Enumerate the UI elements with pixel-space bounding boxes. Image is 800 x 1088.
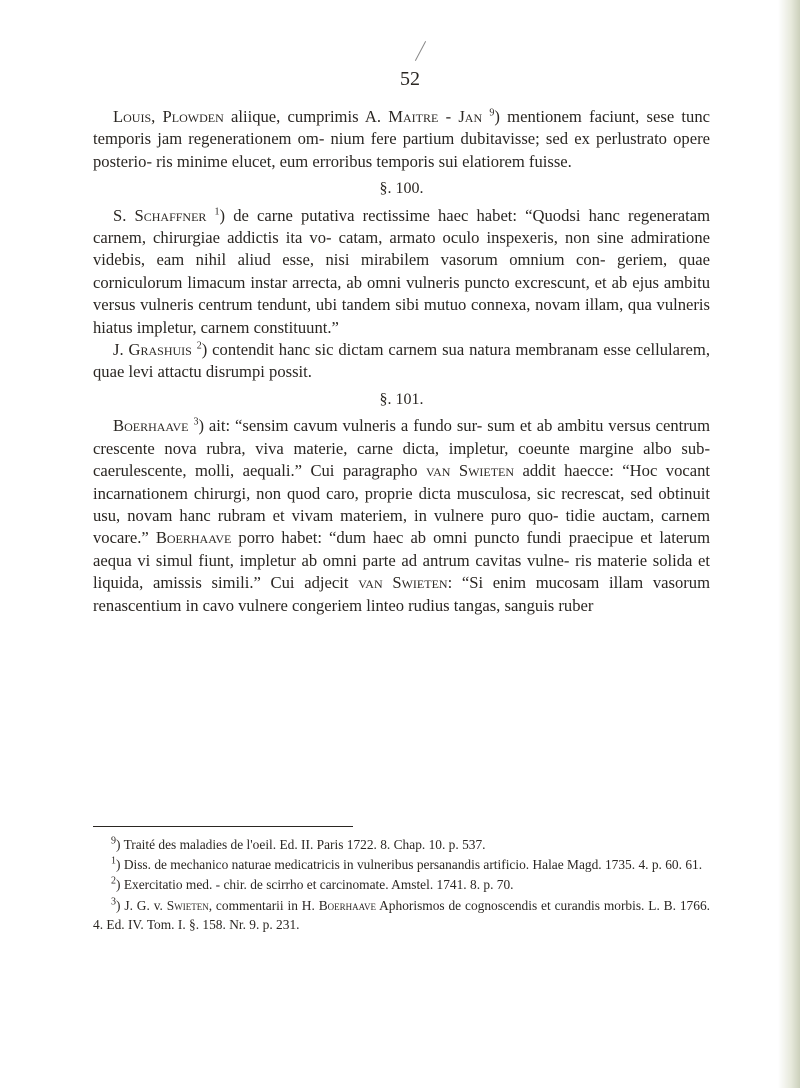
pencil-mark [415,41,426,61]
footnote: $^9$) Traité des maladies de l'oeil. Ed. II. Paris 1722. 8. Chap. 10. p. 537. [111,835,486,852]
author-name: van Swieten [425,461,515,481]
text-run: ait: “sensim cavum vulneris a fundo sur- sum et ab ambitu versus centrum crescente nova rubra, viva materie, carne dicta, impletur, coeunte margine albo sub- caerulescente, molli, aequali.” Cui paragrapho [93,416,710,481]
paragraph-1: Louis, Plowden aliique, cumprimis A. Maitre - Jan $^9$) mentionem faciunt, sese tunc temporis jam regenerationem om- nium fere partium dubitavisse; sed ex perlustrato opere posterio- ris minime elucet, eum erroribus temporis sui elatiorem fuisse. [93,107,710,171]
author-name: Louis [113,107,152,126]
footnote: $^3$) J. G. v. Swieten, commentarii in H. Boerhaave Aphorismos de cognoscendis et curandis morbis. L. B. 1766. 4. Ed. IV. Tom. I. §. 158. Nr. 9. p. 231. [93,896,710,932]
author-name: Boerhaave [318,897,376,913]
page-number: 52 [400,68,420,90]
author-name: Maitre - Jan [388,107,483,126]
text-run: aliique, cumprimis A. [223,107,389,126]
paragraph-4: Boerhaave $^3$) ait: “sensim cavum vulneris a fundo sur- sum et ab ambitu versus centrum crescente nova rubra, viva materie, carne dicta, impletur, coeunte margine albo sub- caerulescente, molli, aequali.” Cui paragrapho van Swieten addit haecce: “Hoc vocant incarnationem chirurgi, non quod caro, proprie dicta musculosa, sic recrescat, sed obtinuit usu, novam hanc rubram et vivam materiem, in vulnere puro quo- tidie auctam, carnem vocare.” Boerhaave porro habet: “dum haec ab omni puncto fundi praecipue et laterum aequa vi simul fiunt, impletur ab omni parte ad antrum cavitas vulne- ris materie solida et liquida, amissis simili.” Cui adjecit van Swieten: “Si enim mucosam illam vasorum renascentium in cavo vulnere congeriem linteo rudius tangas, sanguis ruber [93,416,710,615]
footnote: $^1$) Diss. de mechanico naturae medicatricis in vulneribus persanandis artificio. Halae Magd. 1735. 4. p. 60. 61. [111,855,703,873]
footnote-mark: 2 [111,875,116,887]
text-run: S. [113,205,135,225]
author-name: Boerhaave [155,528,232,548]
footnote-mark: 1 [111,855,116,867]
footnote-text: J. G. v. [120,897,167,913]
text-run: addit haecce: “Hoc vocant incarnationem chirurgi, non quod caro, proprie dicta musculosa, sic recrescat, sed obtinuit usu, novam hanc rubram et vivam materiem, in vulnere puro quo- tidie auctam, carnem vocare.” [93,461,710,548]
text-run: , [151,107,163,126]
author-name: Boerhaave [113,416,189,436]
body-text [93,106,710,617]
text-run: contendit hanc sic dictam carnem sua natura membranam esse cellularem, quae levi attactu disrumpi possit. [93,340,710,382]
footnote: $^2$) Exercitatio med. - chir. de scirrho et carcinomate. Amstel. 1741. 8. p. 70. [111,875,514,893]
paragraph-2: S. Schaffner $^1$) de carne putativa rectissime haec habet: “Quodsi hanc regeneratam carnem, chirurgiae addictis ita vo- catam, armato oculo inspexeris, non sine admiratione videbis, eam nihil aliud esse, nisi mirabilem vasorum omnium con- geriem, quae corniculorum limacum instar arrecta, ab omni vulneris puncto excrescunt, et ab ejus ambitu versus vulneris centrum tendunt, ubi tandem sibi mutuo connexa, novam illam, qua vulneris hiatus impletur, carnem constituunt.” [93,205,710,337]
footnote-mark: 3 [111,896,116,908]
footnote-ref: 1 [214,206,220,218]
footnote-ref: 9 [489,107,495,119]
section-heading: §. 101. [379,390,424,408]
footnote-rule [93,826,353,827]
footnote-text: Diss. de mechanico naturae medicatricis in vulneribus persanandis artificio. Halae Magd. 1735. 4. p. 60. 61. [120,857,703,873]
paragraph-3: J. Grashuis $^2$) contendit hanc sic dictam carnem sua natura membranam esse cellularem, quae levi attactu disrumpi possit. [93,340,710,382]
text-run: porro habet: “dum haec ab omni puncto fundi praecipue et laterum aequa vi simul fiunt, impletur ab omni parte ad antrum cavitas vulne- ris materie solida et liquida, amissis simili.” Cui adjecit [93,528,710,593]
text-run: : “Si enim mucosam illam vasorum renascentium in cavo vulnere congeriem linteo rudius tangas, sanguis ruber [93,573,710,615]
footnotes [93,835,710,935]
author-name: Plowden [162,107,224,126]
footnote-text: Traité des maladies de l'oeil. Ed. II. Paris 1722. 8. Chap. 10. p. 537. [120,837,486,852]
footnote-text: Exercitatio med. - chir. de scirrho et carcinomate. Amstel. 1741. 8. p. 70. [120,877,514,893]
author-name: van Swieten [358,573,448,593]
section-heading: §. 100. [379,180,424,198]
footnote-ref: 3 [193,416,199,428]
footnote-text: Aphorismos de cognoscendis et curandis morbis. L. B. 1766. 4. Ed. IV. Tom. I. §. 158. Nr. 9. p. 231. [93,897,710,932]
page-edge-shading [778,0,800,1088]
author-name: Schaffner [134,205,207,225]
author-name: Grashuis [128,340,192,360]
footnote-ref: 2 [196,340,202,352]
text-run: mentionem faciunt, sese tunc temporis jam regenerationem om- nium fere partium dubitavisse; sed ex perlustrato opere posterio- ris minime elucet, eum erroribus temporis sui elatiorem fuisse. [93,107,710,171]
text-run: J. [113,340,129,360]
author-name: Swieten [166,897,209,913]
footnote-mark: 9 [111,835,116,847]
text-run: de carne putativa rectissime haec habet: “Quodsi hanc regeneratam carnem, chirurgiae addictis ita vo- catam, armato oculo inspexeris, non sine admiratione videbis, eam nihil aliud esse, nisi mirabilem vasorum omnium con- geriem, quae corniculorum limacum instar arrecta, ab omni vulneris puncto excrescunt, et ab ejus ambitu versus vulneris centrum tendunt, ubi tandem sibi mutuo connexa, novam illam, qua vulneris hiatus impletur, carnem constituunt.” [93,205,710,337]
footnote-text: , commentarii in H. [208,897,319,913]
